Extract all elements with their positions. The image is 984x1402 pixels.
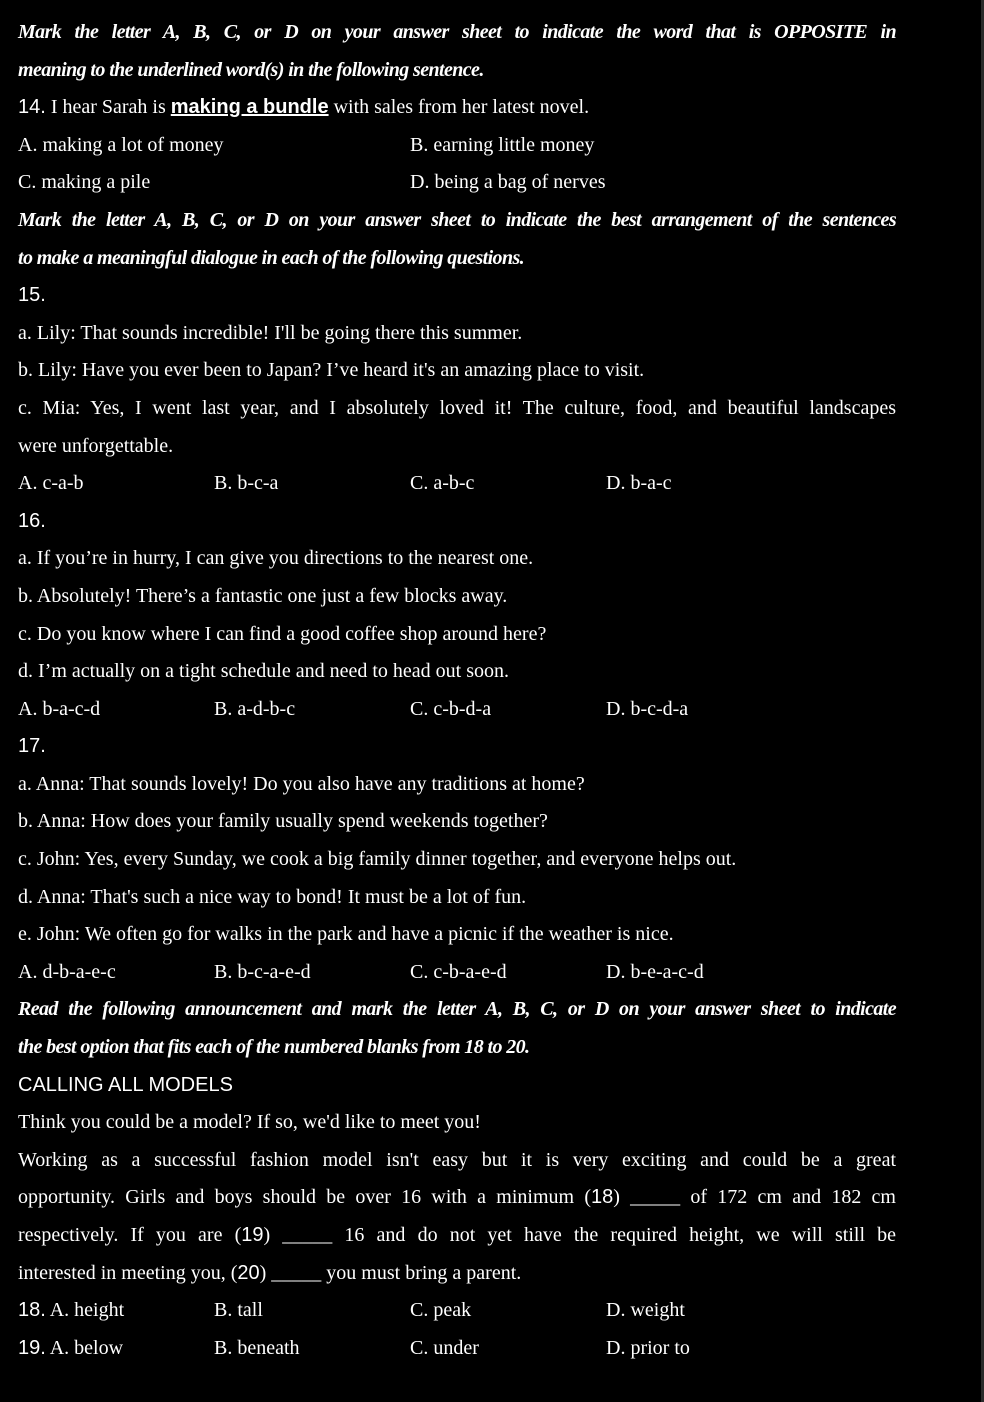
blank-18-number: 18 [590, 1186, 614, 1209]
passage-line4-rest: ) _____ you must bring a parent. [259, 1261, 522, 1284]
question-15-line-c-cont: were unforgettable. [18, 434, 174, 457]
option-b: B. beneath [214, 1336, 300, 1359]
question-14-options-row2 [18, 164, 896, 202]
question-14 [18, 89, 896, 127]
question-14-options-row1 [18, 127, 896, 165]
section1-instruction-line1: Mark the letter A, B, C, or D on your answer sheet to indicate the word that is OPPOSITE in [18, 21, 896, 43]
option-c: C. c-b-d-a [410, 697, 492, 720]
passage-line2-text: opportunity. Girls and boys should be over 16 with a minimum ( [18, 1186, 591, 1209]
worksheet [18, 14, 896, 1367]
option-b: B. earning little money [410, 133, 595, 156]
passage-intro: Think you could be a model? If so, we'd like to meet you! [18, 1111, 481, 1134]
option-a: A. c-a-b [18, 472, 84, 495]
question-15-line-a: a. Lily: That sounds incredible! I'll be going there this summer. [18, 321, 523, 344]
option-d: D. b-c-d-a [606, 697, 689, 720]
question-16-line-a: a. If you’re in hurry, I can give you directions to the nearest one. [18, 547, 534, 570]
blank-19-number: 19 [241, 1224, 264, 1246]
passage-line1: Working as a successful fashion model isn't easy but it is very exciting and could be a great [18, 1148, 896, 1171]
option-a: A. b-a-c-d [18, 697, 101, 720]
question-19-options [18, 1330, 896, 1368]
question-16-line-d: d. I’m actually on a tight schedule and need to head out soon. [18, 660, 509, 683]
question-15-line-c: c. Mia: Yes, I went last year, and I absolutely loved it! The culture, food, and beautiful landscapes [18, 396, 896, 419]
question-17-line-d: d. Anna: That's such a nice way to bond! It must be a lot of fun. [18, 885, 527, 908]
question-17-options [18, 954, 896, 992]
question-16-options [18, 691, 896, 729]
option-c: C. c-b-a-e-d [410, 960, 507, 983]
option-c: C. under [410, 1336, 479, 1359]
option-c: C. a-b-c [410, 472, 475, 495]
question-number: 19. [18, 1336, 46, 1359]
section1-instruction-line2: meaning to the underlined word(s) in the following sentence. [18, 58, 484, 81]
passage-line2 [18, 1179, 896, 1217]
passage-title: CALLING ALL MODELS [18, 1073, 233, 1096]
underlined-phrase: making a bundle [170, 96, 329, 119]
option-d: D. being a bag of nerves [410, 171, 606, 194]
question-number: 14. [18, 96, 46, 119]
question-17-line-e: e. John: We often go for walks in the park and have a picnic if the weather is nice. [18, 923, 674, 946]
option-a: A. making a lot of money [18, 133, 224, 156]
section2-instruction-line1: Mark the letter A, B, C, or D on your answer sheet to indicate the best arrangement of the sentences [18, 208, 896, 231]
section2-instruction-line2: to make a meaningful dialogue in each of the following questions. [18, 246, 525, 269]
question-text-after: with sales from her latest novel. [328, 96, 590, 119]
option-b: B. b-c-a [214, 472, 279, 495]
question-18-options [18, 1292, 896, 1330]
section3-instruction-line2: the best option that fits each of the numbered blanks from 18 to 20. [18, 1036, 530, 1059]
option-a [18, 1292, 214, 1330]
option-a: A. d-b-a-e-c [18, 960, 116, 983]
option-a-text: A. below [45, 1336, 124, 1359]
question-17-line-c: c. John: Yes, every Sunday, we cook a big family dinner together, and everyone helps out. [18, 848, 737, 871]
question-16-line-b: b. Absolutely! There’s a fantastic one just a few blocks away. [18, 584, 508, 607]
question-15-number: 15. [18, 284, 46, 307]
question-17-number: 17. [18, 735, 46, 758]
option-d: D. b-a-c [606, 472, 672, 495]
question-15-line-b: b. Lily: Have you ever been to Japan? I’ve heard it's an amazing place to visit. [18, 359, 645, 382]
option-b: B. b-c-a-e-d [214, 960, 311, 983]
option-b: B. tall [214, 1299, 263, 1322]
passage-line3 [18, 1217, 896, 1255]
option-d: D. weight [606, 1299, 685, 1322]
option-a [18, 1330, 214, 1368]
section3-instruction-line1: Read the following announcement and mark the letter A, B, C, or D on your answer sheet to indicate [18, 998, 896, 1021]
question-17-line-a: a. Anna: That sounds lovely! Do you also have any traditions at home? [18, 772, 585, 795]
passage-line4-text: interested in meeting you, ( [18, 1261, 238, 1284]
passage-line3-text: respectively. If you are ( [18, 1224, 242, 1246]
passage-line4 [18, 1255, 896, 1293]
question-number: 18. [18, 1299, 46, 1322]
question-text-before: I hear Sarah is [45, 96, 171, 119]
passage-line2-rest: ) _____ of 172 cm and 182 cm [613, 1186, 896, 1209]
question-17-line-b: b. Anna: How does your family usually spend weekends together? [18, 810, 548, 833]
blank-20-number: 20 [237, 1261, 260, 1284]
option-c: C. peak [410, 1299, 472, 1322]
passage-line3-rest: ) _____ 16 and do not yet have the required height, we will still be [263, 1224, 897, 1246]
option-d: D. prior to [606, 1336, 690, 1359]
option-c: C. making a pile [18, 171, 151, 194]
option-b: B. a-d-b-c [214, 697, 296, 720]
option-d: D. b-e-a-c-d [606, 960, 704, 983]
question-15-options [18, 465, 896, 503]
option-a-text: A. height [45, 1299, 125, 1322]
question-16-line-c: c. Do you know where I can find a good coffee shop around here? [18, 622, 547, 645]
question-16-number: 16. [18, 509, 46, 532]
